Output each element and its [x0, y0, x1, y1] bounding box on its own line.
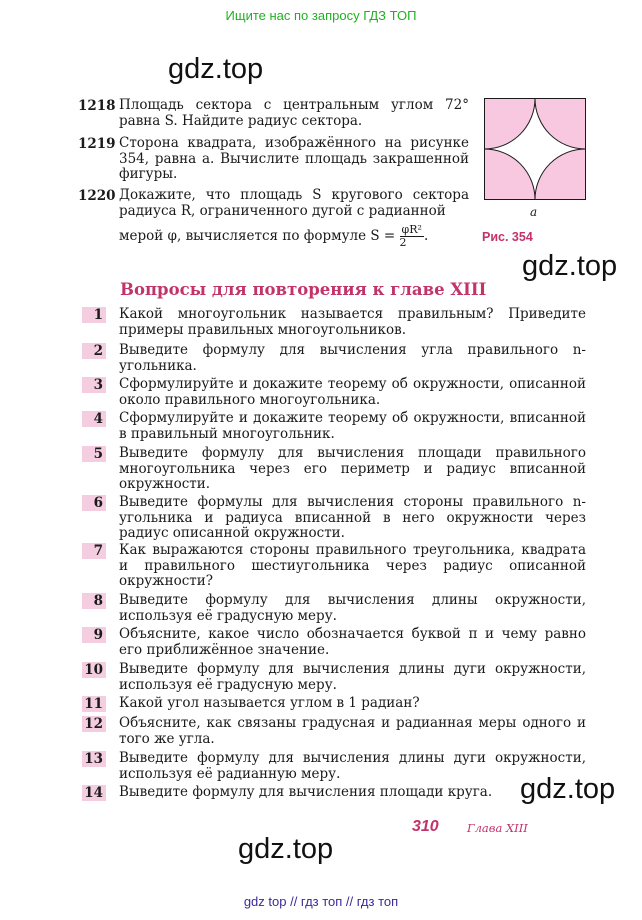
question-number-badge: 13 — [82, 751, 106, 767]
question-text: Какой угол называется углом в 1 радиан? — [119, 695, 420, 711]
question-text: Как выражаются стороны правильного треугольника, квадрата и правильного шестиугольника через радиус описанной окружности? — [119, 542, 586, 589]
formula-lead: мерой φ, вычисляется по формуле S = — [119, 228, 396, 244]
formula-fraction — [400, 224, 424, 249]
question-number-badge: 12 — [82, 716, 106, 732]
question-number-badge: 7 — [82, 543, 106, 559]
question-number-badge: 10 — [82, 662, 106, 678]
figure-354 — [484, 98, 586, 200]
chapter-label: Глава XIII — [467, 821, 528, 835]
question-number-badge: 11 — [82, 696, 106, 712]
watermark: gdz.top — [520, 773, 616, 805]
problem-text: Площадь сектора с центральным углом 72° равна S. Найдите радиус сектора. — [119, 97, 469, 129]
problem-number: 1218 — [78, 98, 116, 114]
question-text: Выведите формулу для вычисления площади круга. — [119, 784, 493, 800]
question-number-badge: 1 — [82, 307, 106, 323]
problem-formula-line — [119, 224, 479, 249]
section-title: Вопросы для повторения к главе XIII — [120, 280, 487, 299]
question-number-badge: 4 — [82, 411, 106, 427]
watermark: gdz.top — [522, 250, 618, 282]
fraction-numerator: φR² — [401, 223, 422, 236]
watermark: gdz.top — [238, 833, 334, 865]
question-number-badge: 14 — [82, 785, 106, 801]
problem-text: Докажите, что площадь S кругового сектора радиуса R, ограниченного дугой с радианной — [119, 187, 469, 219]
question-text: Выведите формулы для вычисления стороны правильного n-угольника и радиуса вписанной в него окружности через радиус описанной окружности. — [119, 494, 586, 541]
question-text: Объясните, какое число обозначается буквой π и чему равно его приближённое значение. — [119, 626, 586, 658]
fraction-denominator: 2 — [399, 236, 407, 249]
figure-caption: Рис. 354 — [482, 230, 533, 244]
question-number-badge: 8 — [82, 593, 106, 609]
question-number-badge: 3 — [82, 377, 106, 393]
problem-number: 1219 — [78, 136, 116, 152]
problem-text: Сторона квадрата, изображённого на рисунке 354, равна a. Вычислите площадь закрашенной фигуры. — [119, 135, 469, 182]
question-number-badge: 5 — [82, 446, 106, 462]
question-text: Выведите формулу для вычисления угла правильного n-угольника. — [119, 342, 586, 374]
question-text: Объясните, как связаны градусная и радианная меры одного и того же угла. — [119, 715, 586, 747]
figure-side-label: a — [530, 205, 538, 219]
page-number: 310 — [412, 818, 439, 835]
formula-tail: . — [423, 228, 429, 244]
footer-links[interactable]: gdz top // гдз топ // гдз топ — [243, 894, 399, 909]
question-text: Выведите формулу для вычисления длины дуги окружности, используя её радианную меру. — [119, 750, 586, 782]
question-text: Выведите формулу для вычисления площади правильного многоугольника через его периметр и радиус вписанной окружности. — [119, 445, 586, 492]
question-number-badge: 2 — [82, 343, 106, 359]
question-text: Выведите формулу для вычисления длины дуги окружности, используя её градусную меру. — [119, 661, 586, 693]
problem-number: 1220 — [78, 188, 116, 204]
question-text: Сформулируйте и докажите теорему об окружности, описанной около правильного многоугольника. — [119, 376, 586, 408]
question-number-badge: 9 — [82, 627, 106, 643]
question-text: Какой многоугольник называется правильным? Приведите примеры правильных многоугольников. — [119, 306, 586, 338]
top-search-link[interactable]: Ищите нас по запросу ГДЗ ТОП — [225, 8, 417, 23]
question-text: Выведите формулу для вычисления длины окружности, используя её градусную меру. — [119, 592, 586, 624]
watermark: gdz.top — [168, 53, 264, 85]
question-number-badge: 6 — [82, 495, 106, 511]
question-text: Сформулируйте и докажите теорему об окружности, вписанной в правильный многоугольник. — [119, 410, 586, 442]
